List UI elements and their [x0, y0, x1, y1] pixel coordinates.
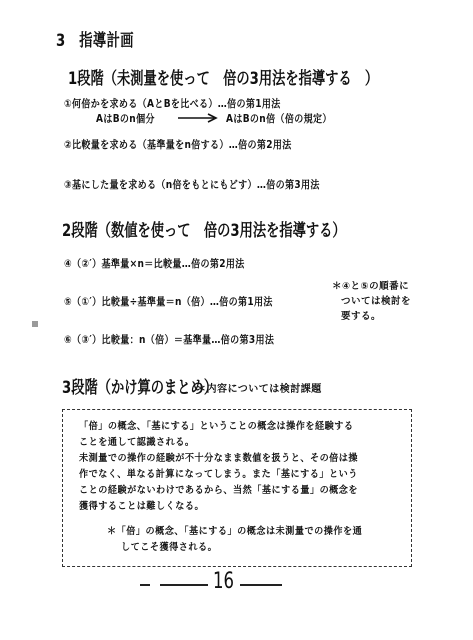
box-line: 「倍」の概念、「基にする」ということの概念は操作を経験する [79, 421, 354, 432]
stage1-item1-line1: ①何倍かを求める（AとBを比べる）…倍の第1用法 [64, 98, 281, 110]
margin-bullet [32, 321, 38, 327]
stage1-heading: 1段階（未測量を使って 倍の3用法を指導する ） [68, 69, 379, 89]
stage2-item6: ⑥（③′）比較量：n（倍）＝基準量…倍の第3用法 [64, 334, 275, 346]
box-note-line: ＊「倍」の概念、「基にする」の概念は未測量での操作を通 [107, 526, 363, 537]
stage2-side-note [332, 279, 411, 324]
stage2-heading: 2段階（数値を使って 倍の3用法を指導する） [62, 221, 346, 241]
stage1-item3: ③基にした量を求める（n倍をもとにもどす）…倍の第3用法 [64, 179, 320, 191]
box-line: 獲得することは難しくなる。 [79, 501, 205, 512]
box-line: 未測量での操作の経験が不十分なまま数値を扱うと、その倍は操 [79, 453, 359, 464]
side-note-line: ＊④と⑤の順番に [332, 281, 410, 292]
right-arrow-icon [176, 113, 222, 123]
stage2-item5: ⑤（①′）比較量÷基準量＝n（倍）…倍の第1用法 [64, 296, 273, 308]
side-note-line: 要する。 [341, 311, 382, 322]
section-title: 3 指導計画 [56, 31, 134, 51]
footer-rule-left [160, 584, 208, 586]
box-line: ことを通して認識される。 [79, 437, 195, 448]
box-line: ことの経験がないわけであるから、当然「基にする量」の概念を [79, 485, 359, 496]
footer-rule-right [240, 584, 282, 586]
box-note-line: してこそ獲得される。 [121, 542, 218, 553]
explanation-box [62, 409, 412, 567]
stage1-item2: ②比較量を求める（基準量をn倍する）…倍の第2用法 [64, 139, 292, 151]
stage1-item1-line2-right: AはBのn倍（倍の規定） [226, 113, 332, 125]
stage3-heading: 3段階（かけ算のまとめ） [62, 378, 218, 398]
side-note-line: ついては検討を [341, 296, 412, 307]
stage3-heading-note: ＊内容については検討課題 [196, 384, 322, 395]
footer-rule-left-short [140, 584, 150, 586]
stage1-item1-line2-left: AはBのn個分 [96, 113, 155, 125]
box-line: 作でなく、単なる計算になってしまう。また「基にする」という [79, 469, 358, 480]
stage2-item4: ④（②′）基準量×n＝比較量…倍の第2用法 [64, 258, 245, 270]
page-number: 16 [213, 569, 234, 594]
